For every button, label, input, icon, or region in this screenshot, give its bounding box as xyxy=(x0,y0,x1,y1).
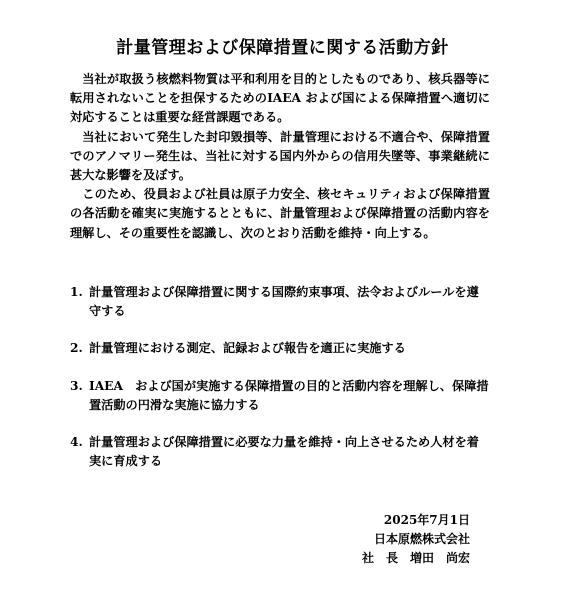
intro-paragraph-1: 当社が取扱う核燃料物質は平和利用を目的としたものであり、核兵器等に転用されないことを担保するためのIAEA および国による保障措置へ適切に対応することは重要な経営課題である。 xyxy=(70,72,490,125)
intro-paragraph-3: このため、役員および社員は原子力安全、核セキュリティおよび保障措置の各活動を確実に実施するとともに、計量管理および保障措置の活動内容を理解し、その重要性を認識し、次のとおり活動を維持・向上する。 xyxy=(70,187,490,240)
document-title: 計量管理および保障措置に関する活動方針 xyxy=(116,38,449,58)
signature-block xyxy=(320,511,470,568)
intro-paragraph-2: 当社において発生した封印毀損等、計量管理における不適合や、保障措置でのアノマリー発生は、当社に対する国内外からの信用失墜等、事業継続に甚大な影響を及ぼす。 xyxy=(70,129,490,183)
policy-items-list xyxy=(70,283,490,489)
policy-item-text: 計量管理および保障措置に関する国際約束事項、法令およびルールを遵守する xyxy=(89,285,479,319)
policy-item-text: IAEA および国が実施する保障措置の目的と活動内容を理解し、保障措置活動の円滑な実施に協力する xyxy=(89,378,489,412)
intro-section xyxy=(70,70,490,243)
signature-date: 2025年7月1日 xyxy=(383,513,470,527)
signature-company: 日本原燃株式会社 xyxy=(373,532,470,546)
policy-item-text: 計量管理および保障措置に必要な力量を維持・向上させるため人材を着実に育成する xyxy=(89,435,479,469)
policy-item-2 xyxy=(70,339,490,358)
policy-item-number: 3. xyxy=(70,378,83,393)
policy-item-text: 計量管理における測定、記録および報告を適正に実施する xyxy=(89,341,406,356)
policy-item-1 xyxy=(70,283,490,321)
policy-item-number: 1. xyxy=(70,285,83,299)
policy-item-3 xyxy=(70,377,490,415)
signature-signer: 社 長 増田 尚宏 xyxy=(361,551,470,565)
policy-item-number: 4. xyxy=(70,435,83,450)
policy-item-4 xyxy=(70,433,490,471)
policy-item-number: 2. xyxy=(70,341,83,356)
